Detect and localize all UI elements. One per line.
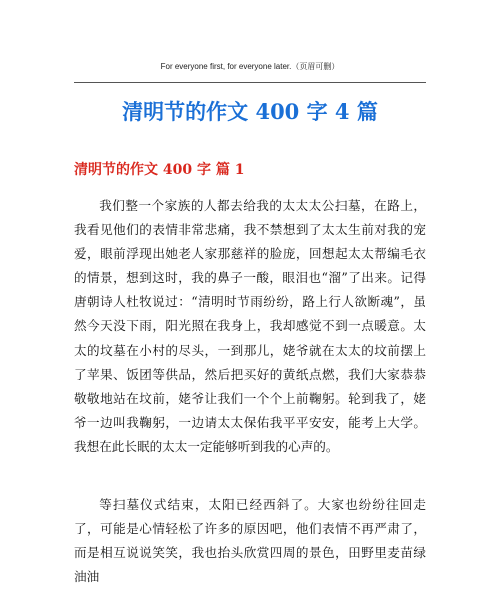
body-paragraph-1: 我们整一个家族的人都去给我的太太太公扫墓，在路上，我看见他们的表情非常悲痛，我不禁想到了太太生前对我的宠爱，眼前浮现出她老人家那慈祥的脸庞，回想起太太帮编毛衣的情景，想到这时，我的鼻子一酸，眼泪也“溜”了出来。记得唐朝诗人杜牧说过：“清明时节雨纷纷，路上行人欲断魂”，虽然今天没下雨，阳光照在我身上，我却感觉不到一点暖意。太太的坟墓在小村的尽头，一到那儿，姥爷就在太太的坟前摆上了苹果、饭团等供品，然后把买好的黄纸点燃，我们大家恭恭敬敬地站在坟前，姥爷让我们一个个上前鞠躬。轮到我了，姥爷一边叫我鞠躬，一边请太太保佑我平平安安，能考上大学。我想在此长眠的太太一定能够听到我的心声的。 [74,198,426,454]
body-paragraph-2: 等扫墓仪式结束，太阳已经西斜了。大家也纷纷往回走了，可能是心情轻松了许多的原因吧，他们表情不再严肃了，而是相互说说笑笑，我也抬头欣赏四周的景色，田野里麦苗绿油油 [74,497,426,585]
page-header-note: For everyone first, for everyone later.（页眉可删） [160,62,340,71]
document-title: 清明节的作文 400 字 4 篇 [122,99,378,124]
header-divider [74,82,426,83]
section-heading: 清明节的作文 400 字 篇 1 [74,162,245,178]
